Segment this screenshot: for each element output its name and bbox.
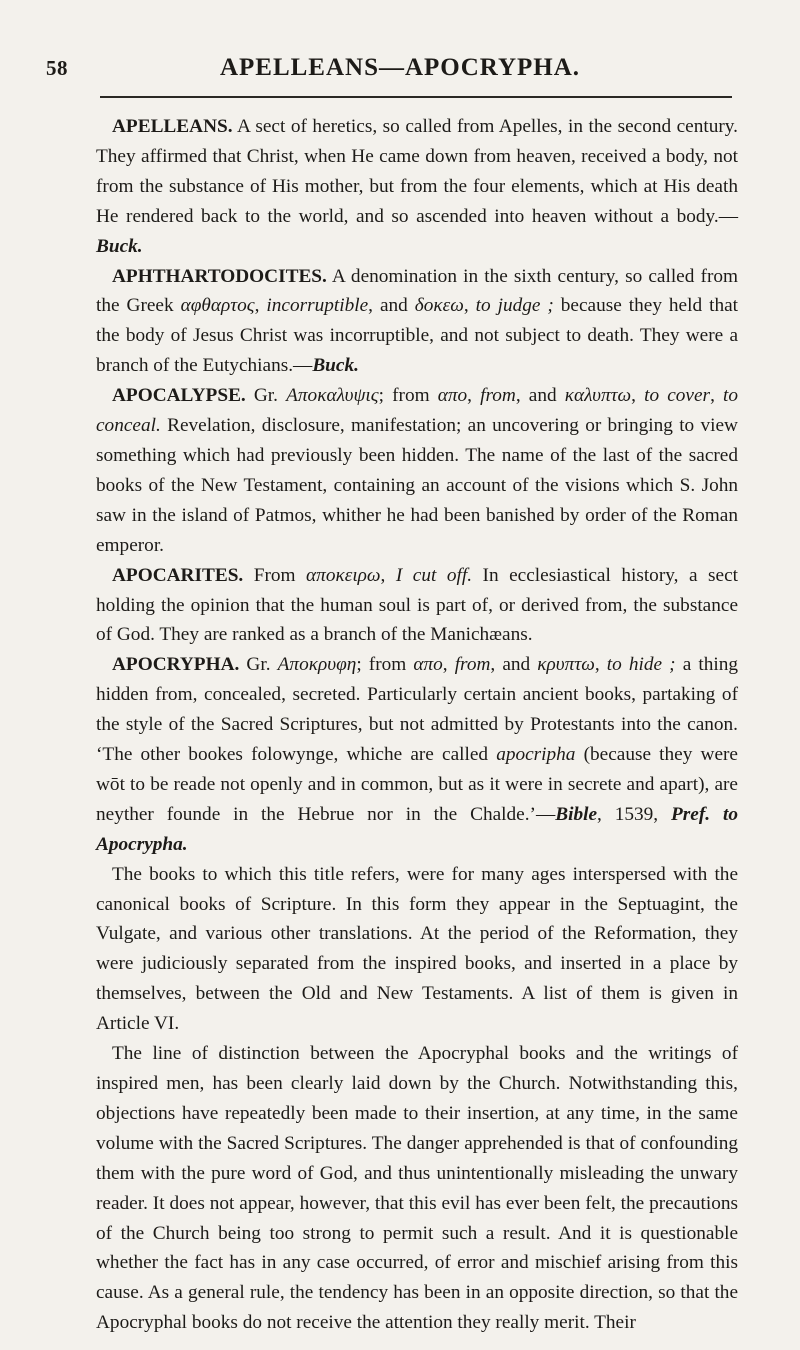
running-head: APELLEANS—APOCRYPHA. xyxy=(219,54,581,81)
source-citation: Bible xyxy=(555,803,598,825)
entry-headword: APOCRYPHA. xyxy=(112,654,240,676)
gloss: to cover xyxy=(644,385,711,407)
book-title: apocripha xyxy=(496,744,576,766)
header-rule xyxy=(100,96,732,98)
dictionary-text xyxy=(96,112,738,1338)
entry-apocarites: APOCARITES. From αποκειρω, I cut off. In ecclesiastical history, a sect holding the opinion that the human soul is part of, or derived from, the substance of God. They are ranked as a branch of the Manichæans. xyxy=(96,564,738,646)
gloss: I cut off. xyxy=(395,564,473,586)
greek-term: αποκειρω xyxy=(306,564,381,586)
greek-term: Αποκρυφη xyxy=(277,654,357,676)
page-header xyxy=(0,0,800,110)
entry-headword: APELLEANS. xyxy=(112,116,233,137)
gloss: to conceal. xyxy=(96,385,739,437)
gloss: incorruptible xyxy=(266,295,369,317)
body-paragraph: The books to which this title refers, were for many ages interspersed with the canonical books of Scripture. In this form they appear in the Septuagint, the Vulgate, and various other translations. At the period of the Reformation, they were judiciously separated from the inspired books, and inserted in a place by themselves, between the Old and New Testaments. A list of them is given in Article VI. xyxy=(96,863,738,1035)
source-citation: Buck. xyxy=(312,355,359,377)
gloss: from xyxy=(454,654,491,676)
entry-apocrypha: APOCRYPHA. Gr. Αποκρυφη; from απο, from, and κρυπτω, to hide ; a thing hidden from, concealed, secreted. Particularly certain ancient books, partaking of the style of the Sacred Scriptures, but not admitted by Protestants into the canon. ‘The other bookes folowynge, whiche are called apocripha (because they were wōt to be reade not openly and in common, but as it were in secrete and apart), are neyther founde in the Hebrue nor in the Chalde.’—Bible, 1539, Pref. to Apocrypha. xyxy=(96,654,738,855)
greek-term: αφθαρτος xyxy=(180,295,255,317)
entry-apelleans: APELLEANS. A sect of heretics, so called from Apelles, in the second century. They affirmed that Christ, when He came down from heaven, received a body, not from the substance of His mother, but from the four elements, which at His death He rendered back to the world, and so ascended into heaven without a body.—Buck. xyxy=(96,116,738,257)
gloss: to hide ; xyxy=(606,654,676,676)
body-paragraph: The line of distinction between the Apocryphal books and the writings of inspired men, has been clearly laid down by the Church. Notwithstanding this, objections have repeatedly been made to their insertion, at any time, in the same volume with the Sacred Scriptures. The danger apprehended is that of confounding them with the pure word of God, and thus unintentionally misleading the unwary reader. It does not appear, however, that this evil has ever been felt, the precautions of the Church being too strong to permit such a result. And it is questionable whether the fact has in any case occurred, of error and mischief arising from this cause. As a general rule, the tendency has been in an opposite direction, so that the Apocryphal books do not receive the attention they really merit. Their xyxy=(96,1043,738,1334)
page-number: 58 xyxy=(46,56,68,80)
source-citation: Pref. to Apocrypha. xyxy=(96,803,738,855)
greek-term: δοκεω xyxy=(414,295,464,317)
gloss: from xyxy=(480,385,516,407)
source-citation: Buck. xyxy=(96,235,143,257)
entry-headword: APOCARITES. xyxy=(112,564,244,586)
entry-aphthartodocites: APHTHARTODOCITES. A denomination in the sixth century, so called from the Greek αφθαρτος, incorruptible, and δοκεω, to judge ; because they held that the body of Jesus Christ was incorruptible, and not subject to death. They were a branch of the Eutychians.—Buck. xyxy=(96,265,738,377)
greek-term: καλυπτω xyxy=(564,385,632,407)
greek-term: απο xyxy=(413,654,443,676)
entry-headword: APOCALYPSE. xyxy=(112,385,246,407)
gloss: to judge ; xyxy=(475,295,554,317)
greek-term: Αποκαλυψις xyxy=(286,385,379,407)
entry-apocalypse: APOCALYPSE. Gr. Αποκαλυψις; from απο, from, and καλυπτω, to cover, to conceal. Revelation, disclosure, manifestation; an uncovering or bringing to view something which had previously been hidden. The name of the last of the sacred books of the New Testament, containing an account of the visions which S. John saw in the island of Patmos, whither he had been banished by order of the Roman emperor. xyxy=(96,385,739,556)
greek-term: απο xyxy=(437,385,468,407)
entry-headword: APHTHARTODOCITES. xyxy=(112,265,327,287)
greek-term: κρυπτω xyxy=(537,654,595,676)
